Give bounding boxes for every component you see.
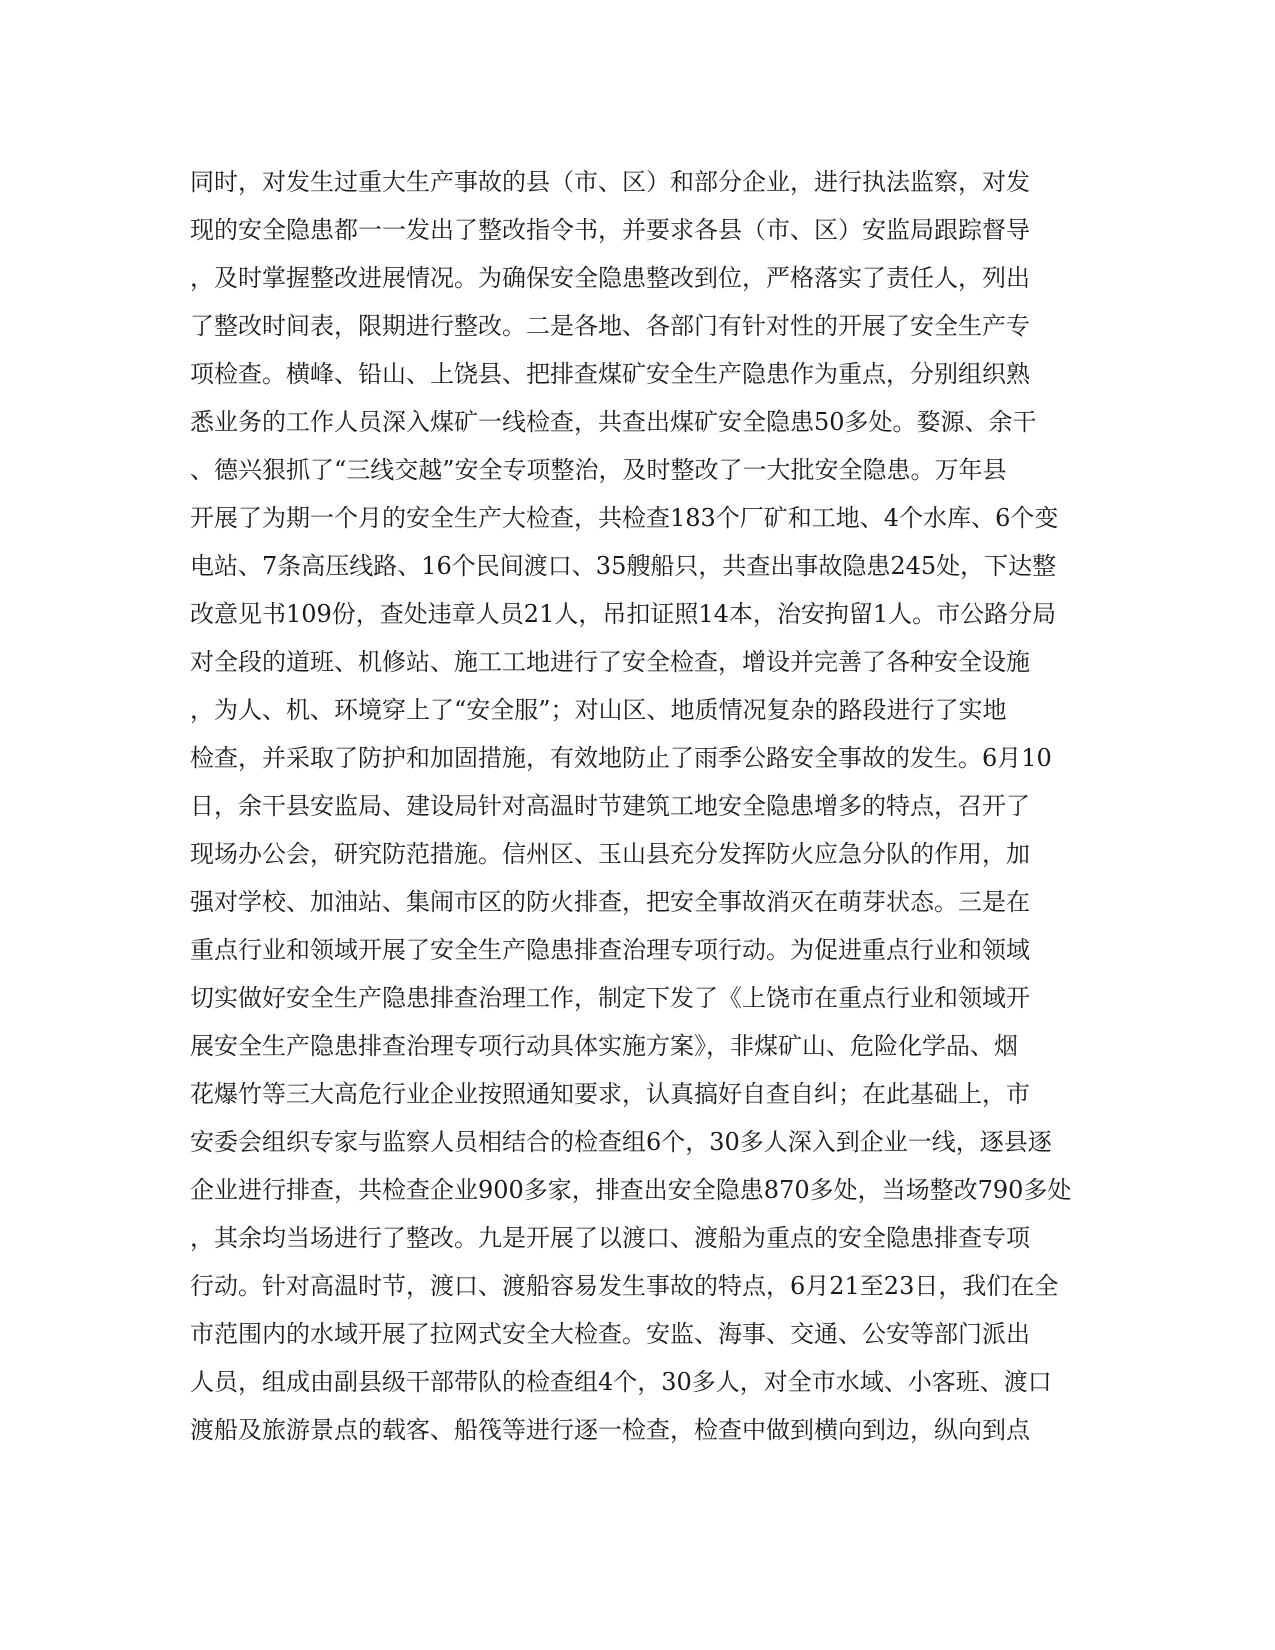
text-line: 企业进行排查，共检查企业900多家，排查出安全隐患870多处，当场整改790多处 [190,1176,1072,1204]
text-line: ，及时掌握整改进展情况。为确保安全隐患整改到位，严格落实了责任人，列出 [190,264,1030,292]
text-line: 人员，组成由副县级干部带队的检查组4个，30多人，对全市水域、小客班、渡口 [190,1368,1052,1396]
text-line: 强对学校、加油站、集闹市区的防火排查，把安全事故消灭在萌芽状态。三是在 [190,888,1030,916]
text-line: 切实做好安全生产隐患排查治理工作，制定下发了《上饶市在重点行业和领域开 [190,984,1030,1012]
text-line: 了整改时间表，限期进行整改。二是各地、各部门有针对性的开展了安全生产专 [190,312,1030,340]
text-line: 展安全生产隐患排查治理专项行动具体实施方案》，非煤矿山、危险化学品、烟 [190,1032,1018,1060]
text-line: 对全段的道班、机修站、施工工地进行了安全检查，增设并完善了各种安全设施 [190,648,1030,676]
text-line: 项检查。横峰、铅山、上饶县、把排查煤矿安全生产隐患作为重点，分别组织熟 [190,360,1030,388]
text-line: 现的安全隐患都一一发出了整改指令书，并要求各县（市、区）安监局跟踪督导 [190,216,1030,244]
body-text [190,158,1090,1454]
text-line: 、德兴狠抓了“三线交越”安全专项整治，及时整改了一大批安全隐患。万年县 [190,456,1007,484]
text-line: 行动。针对高温时节，渡口、渡船容易发生事故的特点，6月21至23日，我们在全 [190,1272,1059,1300]
text-line: 电站、7条高压线路、16个民间渡口、35艘船只，共查出事故隐患245处，下达整 [190,552,1057,580]
text-line: 悉业务的工作人员深入煤矿一线检查，共查出煤矿安全隐患50多处。婺源、余干 [190,408,1037,436]
text-line: 重点行业和领域开展了安全生产隐患排查治理专项行动。为促进重点行业和领域 [190,936,1030,964]
text-line: 开展了为期一个月的安全生产大检查，共检查183个厂矿和工地、4个水库、6个变 [190,504,1059,532]
text-line: 现场办公会，研究防范措施。信州区、玉山县充分发挥防火应急分队的作用，加 [190,840,1030,868]
text-line: 日，余干县安监局、建设局针对高温时节建筑工地安全隐患增多的特点，召开了 [190,792,1030,820]
text-line: 安委会组织专家与监察人员相结合的检查组6个，30多人深入到企业一线，逐县逐 [190,1128,1052,1156]
text-line: 市范围内的水域开展了拉网式安全大检查。安监、海事、交通、公安等部门派出 [190,1320,1030,1348]
text-line: 改意见书109份，查处违章人员21人，吊扣证照14本，治安拘留1人。市公路分局 [190,600,1057,628]
text-line: 同时，对发生过重大生产事故的县（市、区）和部分企业，进行执法监察，对发 [190,168,1030,196]
text-line: 花爆竹等三大高危行业企业按照通知要求，认真搞好自查自纠；在此基础上，市 [190,1080,1030,1108]
text-line: ，为人、机、环境穿上了“安全服”；对山区、地质情况复杂的路段进行了实地 [190,696,1007,724]
text-line: 渡船及旅游景点的载客、船筏等进行逐一检查，检查中做到横向到边，纵向到点 [190,1416,1030,1444]
text-line: ，其余均当场进行了整改。九是开展了以渡口、渡船为重点的安全隐患排查专项 [190,1224,1030,1252]
text-line: 检查，并采取了防护和加固措施，有效地防止了雨季公路安全事故的发生。6月10 [190,744,1052,772]
